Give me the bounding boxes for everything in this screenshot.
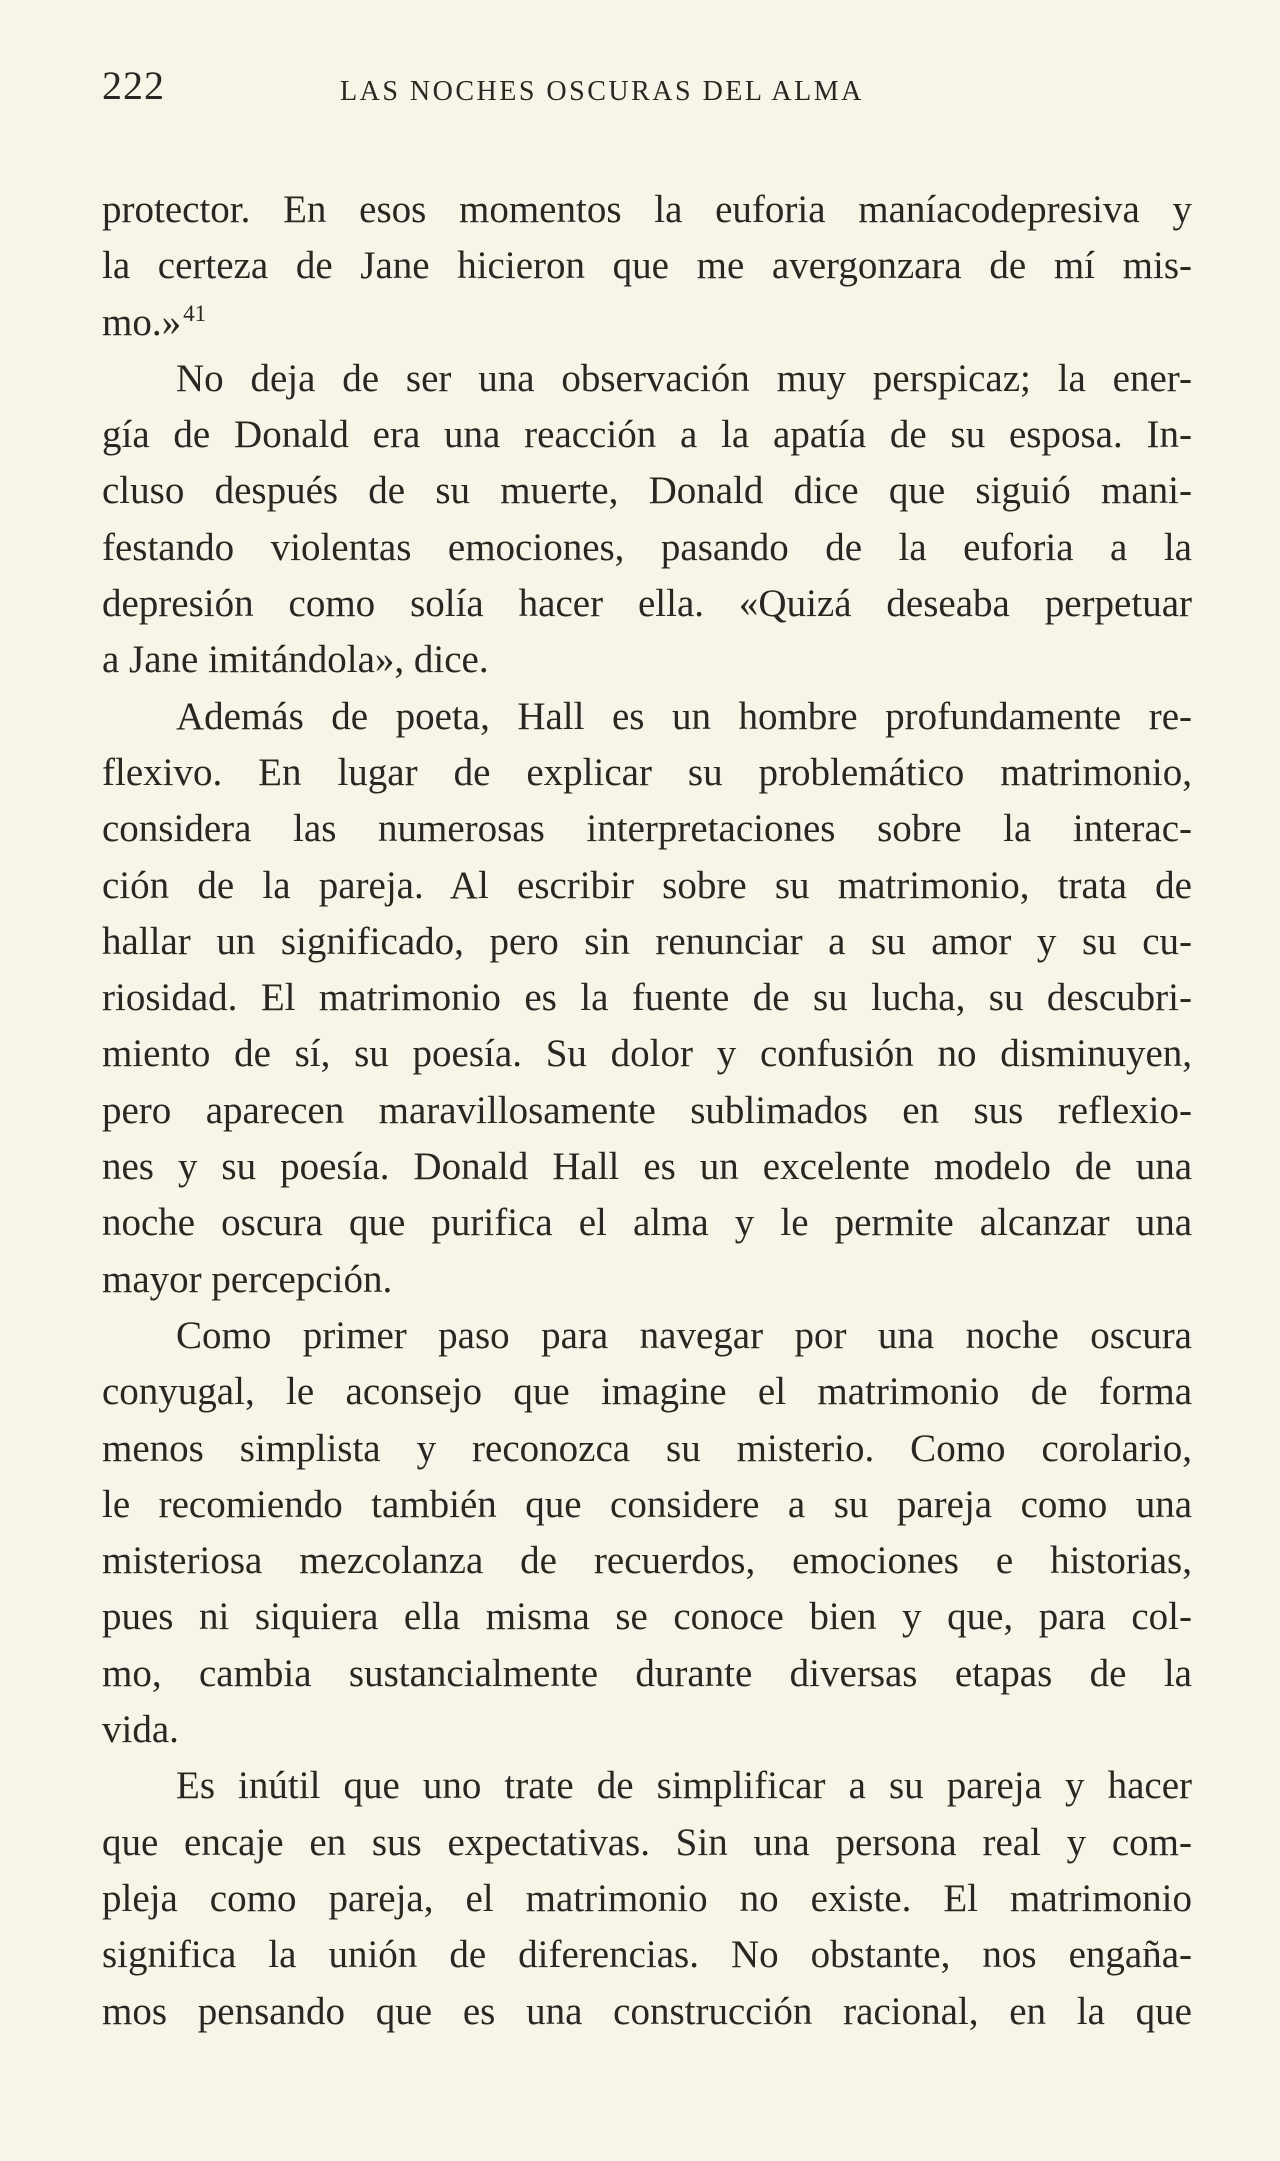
text-line: flexivo. En lugar de explicar su problemático matrimonio, (102, 750, 1192, 794)
text-line: conyugal, le aconsejo que imagine el matrimonio de forma (102, 1370, 1192, 1414)
text-line: le recomiendo también que considere a su pareja como una (102, 1482, 1192, 1526)
text-line: depresión como solía hacer ella. «Quizá deseaba perpetuar (102, 582, 1192, 626)
text-line-with-footnote (102, 295, 1192, 351)
text-line: Es inútil que uno trate de simplificar a su pareja y hacer (176, 1764, 1192, 1808)
text-line: mayor percepción. (102, 1257, 393, 1301)
text-line: menos simplista y reconozca su misterio. Como corolario, (102, 1426, 1192, 1470)
footnote-reference: 41 (183, 300, 207, 326)
text-line: pues ni siquiera ella misma se conoce bien y que, para col- (102, 1595, 1192, 1639)
text-line: cluso después de su muerte, Donald dice que siguió mani- (102, 469, 1192, 513)
page-number: 222 (102, 63, 165, 108)
text-line: significa la unión de diferencias. No obstante, nos engaña- (102, 1933, 1192, 1977)
text-line: nes y su poesía. Donald Hall es un excelente modelo de una (102, 1145, 1192, 1189)
text-line: festando violentas emociones, pasando de la euforia a la (102, 525, 1192, 569)
text-line: mo.» (102, 300, 182, 344)
text-line: miento de sí, su poesía. Su dolor y confusión no disminuyen, (102, 1032, 1192, 1076)
text-line: vida. (102, 1708, 179, 1752)
text-line: mos pensando que es una construcción racional, en la que (102, 1989, 1192, 2033)
text-line: protector. En esos momentos la euforia maníacodepresiva y (102, 188, 1192, 231)
running-head (102, 62, 1192, 122)
text-line: mo, cambia sustancialmente durante diversas etapas de la (102, 1651, 1192, 1695)
text-line: a Jane imitándola», dice. (102, 638, 489, 682)
text-line: Como primer paso para navegar por una noche oscura (176, 1313, 1192, 1357)
body-text (102, 182, 1192, 2040)
text-line: noche oscura que purifica el alma y le permite alcanzar una (102, 1201, 1192, 1245)
text-line: pero aparecen maravillosamente sublimados en sus reflexio- (102, 1088, 1192, 1132)
text-line: considera las numerosas interpretaciones sobre la interac- (102, 807, 1192, 851)
text-line: gía de Donald era una reacción a la apatía de su esposa. In- (102, 413, 1192, 457)
text-line: riosidad. El matrimonio es la fuente de su lucha, su descubri- (102, 976, 1192, 1020)
text-line: que encaje en sus expectativas. Sin una persona real y com- (102, 1820, 1192, 1864)
text-line: hallar un significado, pero sin renunciar a su amor y su cu- (102, 919, 1192, 963)
text-line: misteriosa mezcolanza de recuerdos, emociones e historias, (102, 1539, 1192, 1583)
text-line: No deja de ser una observación muy perspicaz; la ener- (176, 356, 1192, 400)
text-line: Además de poeta, Hall es un hombre profundamente re- (176, 694, 1192, 738)
running-title: LAS NOCHES OSCURAS DEL ALMA (340, 76, 864, 107)
text-line: la certeza de Jane hicieron que me avergonzara de mí mis- (102, 244, 1192, 288)
text-line: pleja como pareja, el matrimonio no existe. El matrimonio (102, 1876, 1192, 1920)
text-line: ción de la pareja. Al escribir sobre su matrimonio, trata de (102, 863, 1192, 907)
